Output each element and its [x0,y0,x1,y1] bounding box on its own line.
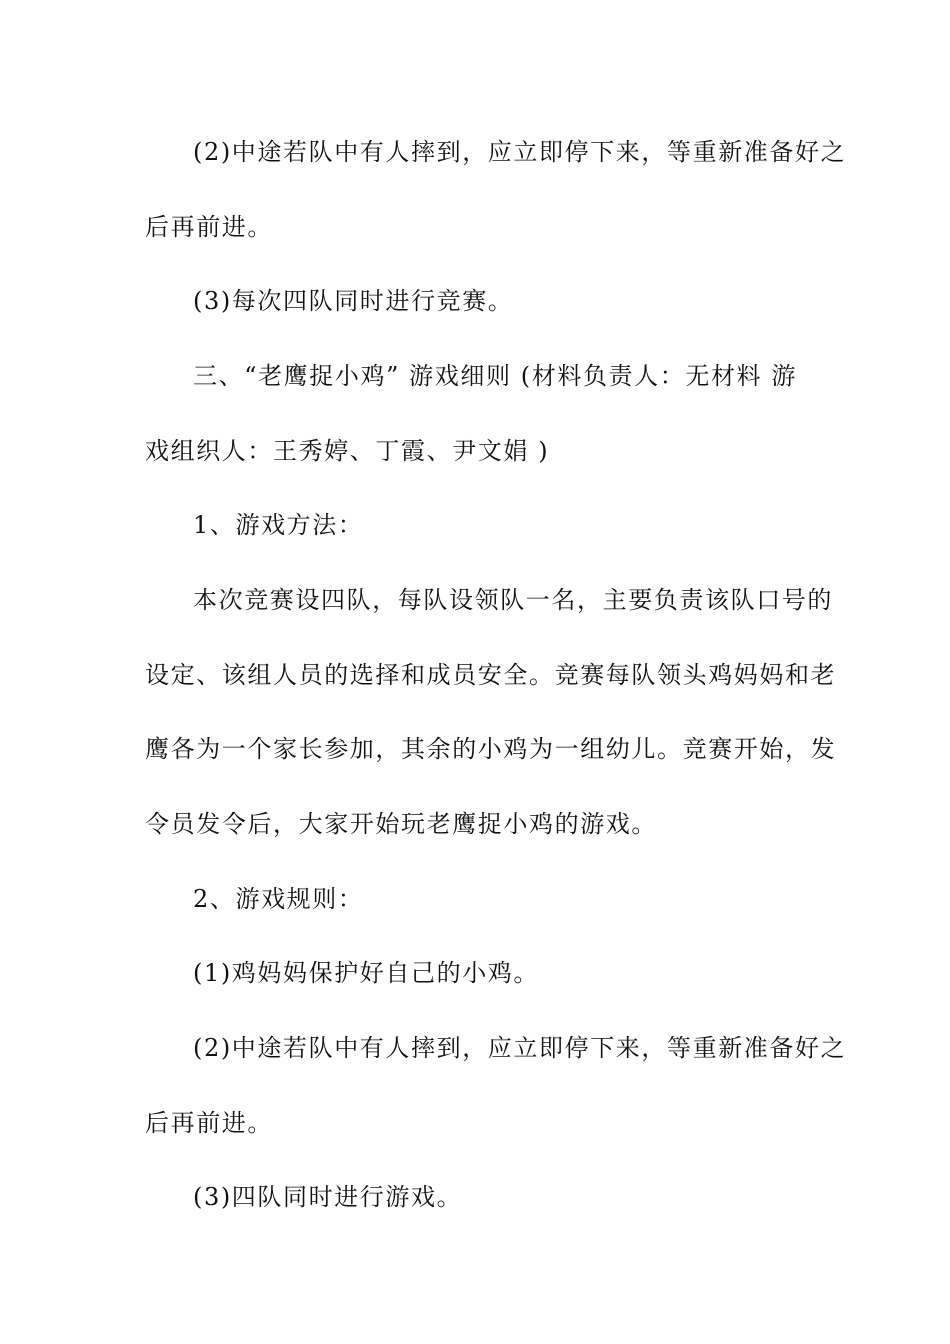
paragraph-line: (2)中途若队中有人摔到，应立即停下来，等重新准备好之 [193,1034,847,1062]
subheading: 1、游戏方法： [193,511,364,539]
paragraph-line: 后再前进。 [145,213,273,241]
paragraph-line: 后再前进。 [145,1109,273,1137]
paragraph-line: 鹰各为一个家长参加，其余的小鸡为一组幼儿。竞赛开始，发 [145,735,837,763]
section-heading-line: 戏组织人：王秀婷、丁霞、尹文娟 ) [145,437,550,465]
paragraph-line: (3)四队同时进行游戏。 [193,1183,463,1211]
paragraph-line: 设定、该组人员的选择和成员安全。竞赛每队领头鸡妈妈和老 [145,661,837,689]
paragraph-line: 令员发令后，大家开始玩老鹰捉小鸡的游戏。 [145,810,657,838]
paragraph-line: (2)中途若队中有人摔到，应立即停下来，等重新准备好之 [193,138,847,166]
paragraph-line: (1)鸡妈妈保护好自己的小鸡。 [193,959,539,987]
paragraph-line: 本次竞赛设四队，每队设领队一名，主要负责该队口号的 [193,586,833,614]
section-heading-line: 三、“老鹰捉小鸡” 游戏细则 (材料负责人：无材料 游 [193,362,797,390]
paragraph-line: (3)每次四队同时进行竞赛。 [193,287,514,315]
subheading: 2、游戏规则： [193,885,364,913]
